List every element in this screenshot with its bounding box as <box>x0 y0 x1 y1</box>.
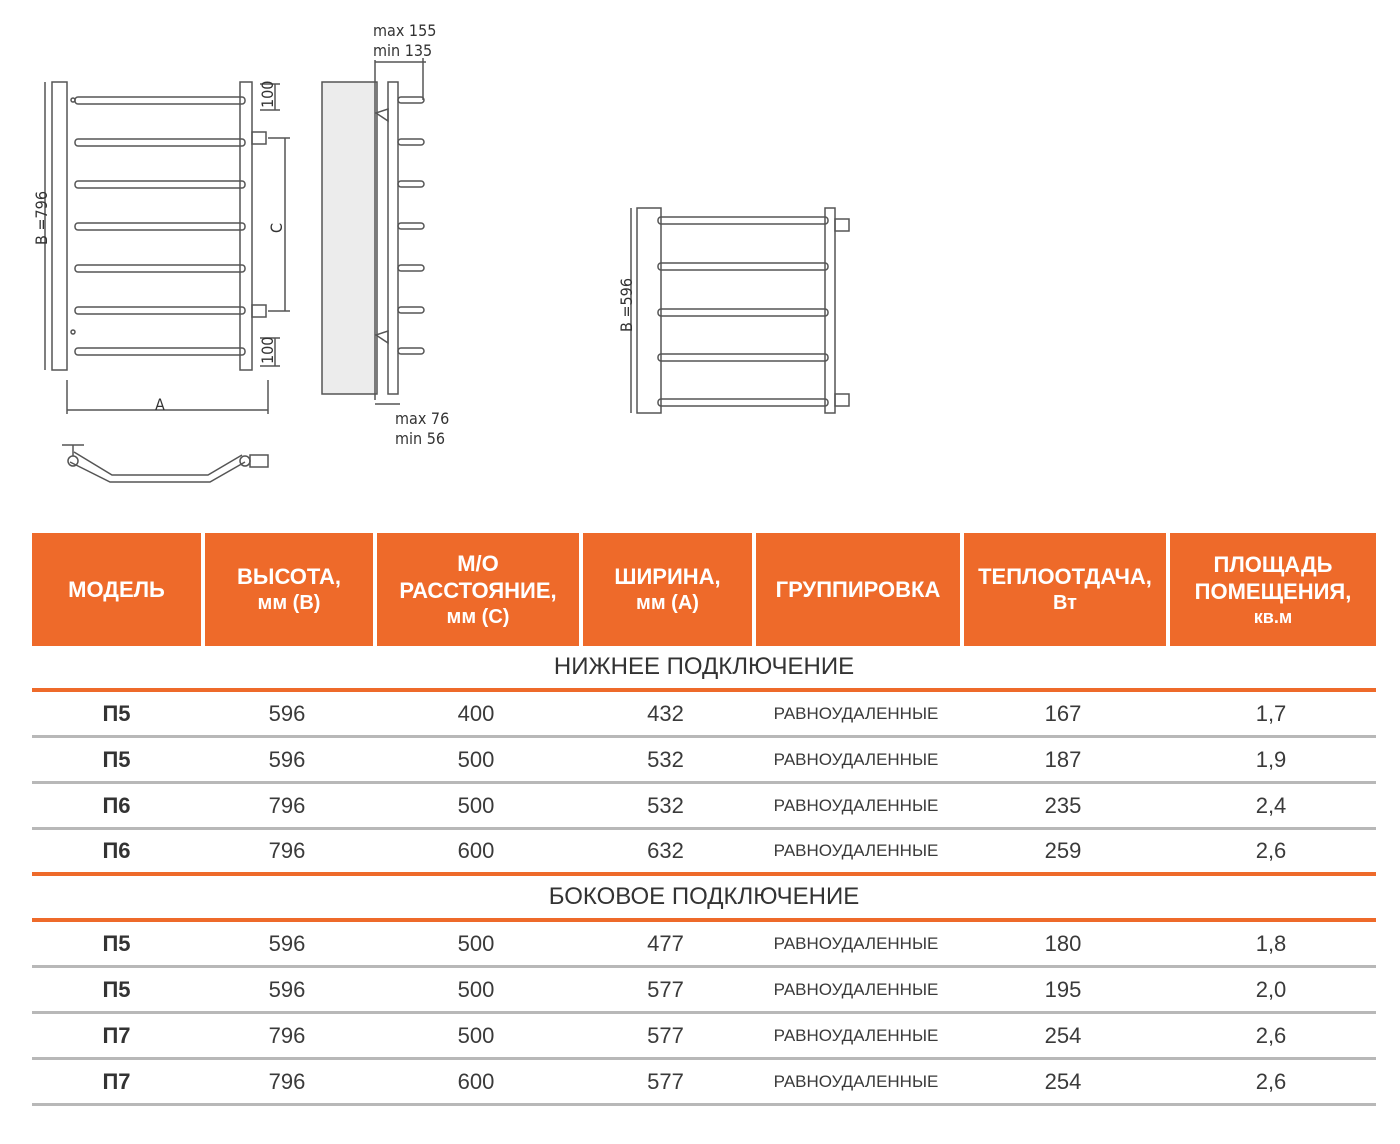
table-row <box>32 830 1376 876</box>
spec-table <box>32 533 1376 1106</box>
cell-height: 596 <box>268 746 306 772</box>
cell-width: 577 <box>647 1022 684 1048</box>
cell-width: 632 <box>647 838 684 863</box>
table-row <box>32 1014 1376 1060</box>
drawings-svg <box>0 0 1400 520</box>
table-row <box>32 784 1376 830</box>
dim-width-label: A <box>155 395 165 414</box>
cell-heat-output: 254 <box>1044 1022 1082 1048</box>
dim-height-large-label: B =796 <box>32 191 51 245</box>
cell-grouping: РАВНОУДАЛЕННЫЕ <box>773 795 939 815</box>
cell-room-area: 2,6 <box>1255 838 1287 863</box>
cell-heat-output: 254 <box>1044 1068 1082 1094</box>
header-height-line2: мм (В) <box>257 591 321 614</box>
cell-height: 796 <box>268 838 306 863</box>
cell-distance: 500 <box>457 930 495 956</box>
cell-room-area: 2,6 <box>1255 1022 1287 1048</box>
cell-grouping: РАВНОУДАЛЕННЫЕ <box>773 933 939 953</box>
cell-heat-output: 167 <box>1044 700 1082 726</box>
header-distance-line2: РАССТОЯНИЕ, <box>399 578 557 603</box>
side-connection-drawing <box>631 208 849 413</box>
cell-distance: 600 <box>457 1068 495 1094</box>
cell-grouping: РАВНОУДАЛЕННЫЕ <box>773 979 939 999</box>
dim-c-label: C <box>267 222 286 233</box>
header-area-line3: кв.м <box>1253 606 1293 627</box>
side-view-drawing <box>322 58 426 404</box>
cell-distance: 400 <box>457 700 495 726</box>
header-distance-line1: М/О <box>457 550 499 576</box>
cell-room-area: 2,0 <box>1255 976 1287 1002</box>
header-distance <box>377 533 579 646</box>
cell-model: П7 <box>102 1022 131 1048</box>
dim-height-small-label: B =596 <box>617 278 636 332</box>
cell-grouping: РАВНОУДАЛЕННЫЕ <box>773 703 939 723</box>
cell-height: 796 <box>268 1022 306 1048</box>
header-room-area <box>1170 533 1376 646</box>
cell-height: 796 <box>268 792 306 818</box>
table-row <box>32 692 1376 738</box>
cell-distance: 500 <box>457 1022 495 1048</box>
header-width-line1: ШИРИНА, <box>614 564 721 590</box>
cell-width: 577 <box>647 976 684 1002</box>
table-row <box>32 1060 1376 1106</box>
header-width <box>583 533 752 646</box>
header-grouping <box>756 533 960 646</box>
header-model <box>32 533 201 646</box>
cell-distance: 500 <box>457 976 495 1002</box>
cell-distance: 600 <box>457 838 495 863</box>
cell-height: 796 <box>268 1068 306 1094</box>
table-body <box>32 646 1376 1106</box>
header-heat-line2: Вт <box>1053 591 1077 614</box>
cell-heat-output: 235 <box>1044 792 1082 818</box>
header-width-line2: мм (А) <box>636 591 699 614</box>
cell-width: 532 <box>647 746 684 772</box>
cell-heat-output: 180 <box>1044 930 1082 956</box>
header-grouping-label: ГРУППИРОВКА <box>775 576 941 602</box>
cell-room-area: 2,4 <box>1255 792 1287 818</box>
cell-grouping: РАВНОУДАЛЕННЫЕ <box>773 1071 939 1091</box>
dim-offset-max-top-label: max 155 <box>373 21 437 40</box>
table-header-row <box>32 533 1376 646</box>
header-heat-output <box>964 533 1166 646</box>
header-area-line2: ПОМЕЩЕНИЯ, <box>1194 579 1352 605</box>
cell-grouping: РАВНОУДАЛЕННЫЕ <box>773 841 939 860</box>
table-row <box>32 922 1376 968</box>
dim-offset-min-bottom-label: min 56 <box>395 429 446 448</box>
cell-width: 577 <box>647 1068 684 1094</box>
cell-room-area: 1,8 <box>1255 930 1287 956</box>
cell-model: П5 <box>102 930 131 956</box>
cell-model: П6 <box>102 838 131 863</box>
cell-model: П5 <box>102 700 131 726</box>
table-row <box>32 968 1376 1014</box>
header-heat-line1: ТЕПЛООТДАЧА, <box>978 564 1152 590</box>
header-distance-line3: мм (С) <box>446 605 510 628</box>
cell-room-area: 1,7 <box>1255 700 1287 726</box>
header-area-line1: ПЛОЩАДЬ <box>1213 551 1333 577</box>
table-row <box>32 738 1376 784</box>
cell-width: 477 <box>647 930 684 956</box>
cell-height: 596 <box>268 700 306 726</box>
header-model-label: МОДЕЛЬ <box>68 576 165 602</box>
cell-height: 596 <box>268 930 306 956</box>
cell-grouping: РАВНОУДАЛЕННЫЕ <box>773 749 939 769</box>
cell-height: 596 <box>268 976 306 1002</box>
cell-heat-output: 187 <box>1044 746 1082 772</box>
cell-distance: 500 <box>457 746 495 772</box>
cell-width: 532 <box>647 792 684 818</box>
dim-bottom-100-label: 100 <box>258 336 277 364</box>
section-title: БОКОВОЕ ПОДКЛЮЧЕНИЕ <box>32 876 1376 922</box>
cell-model: П5 <box>102 746 131 772</box>
cell-model: П7 <box>102 1068 131 1094</box>
header-height-line1: ВЫСОТА, <box>237 564 341 590</box>
cell-width: 432 <box>647 700 684 726</box>
dim-offset-min-top-label: min 135 <box>373 41 433 60</box>
cell-model: П6 <box>102 792 131 818</box>
cell-distance: 500 <box>457 792 495 818</box>
cell-room-area: 1,9 <box>1255 746 1287 772</box>
header-height <box>205 533 373 646</box>
section-title: НИЖНЕЕ ПОДКЛЮЧЕНИЕ <box>32 646 1376 692</box>
cell-heat-output: 259 <box>1044 838 1082 863</box>
cell-grouping: РАВНОУДАЛЕННЫЕ <box>773 1025 939 1045</box>
dim-offset-max-bottom-label: max 76 <box>395 409 450 428</box>
dim-top-100-label: 100 <box>258 80 277 108</box>
cell-model: П5 <box>102 976 131 1002</box>
technical-drawings <box>0 0 1400 520</box>
cell-heat-output: 195 <box>1044 976 1082 1002</box>
rung-profile-drawing <box>62 445 268 482</box>
cell-room-area: 2,6 <box>1255 1068 1287 1094</box>
front-view-drawing <box>45 82 290 414</box>
